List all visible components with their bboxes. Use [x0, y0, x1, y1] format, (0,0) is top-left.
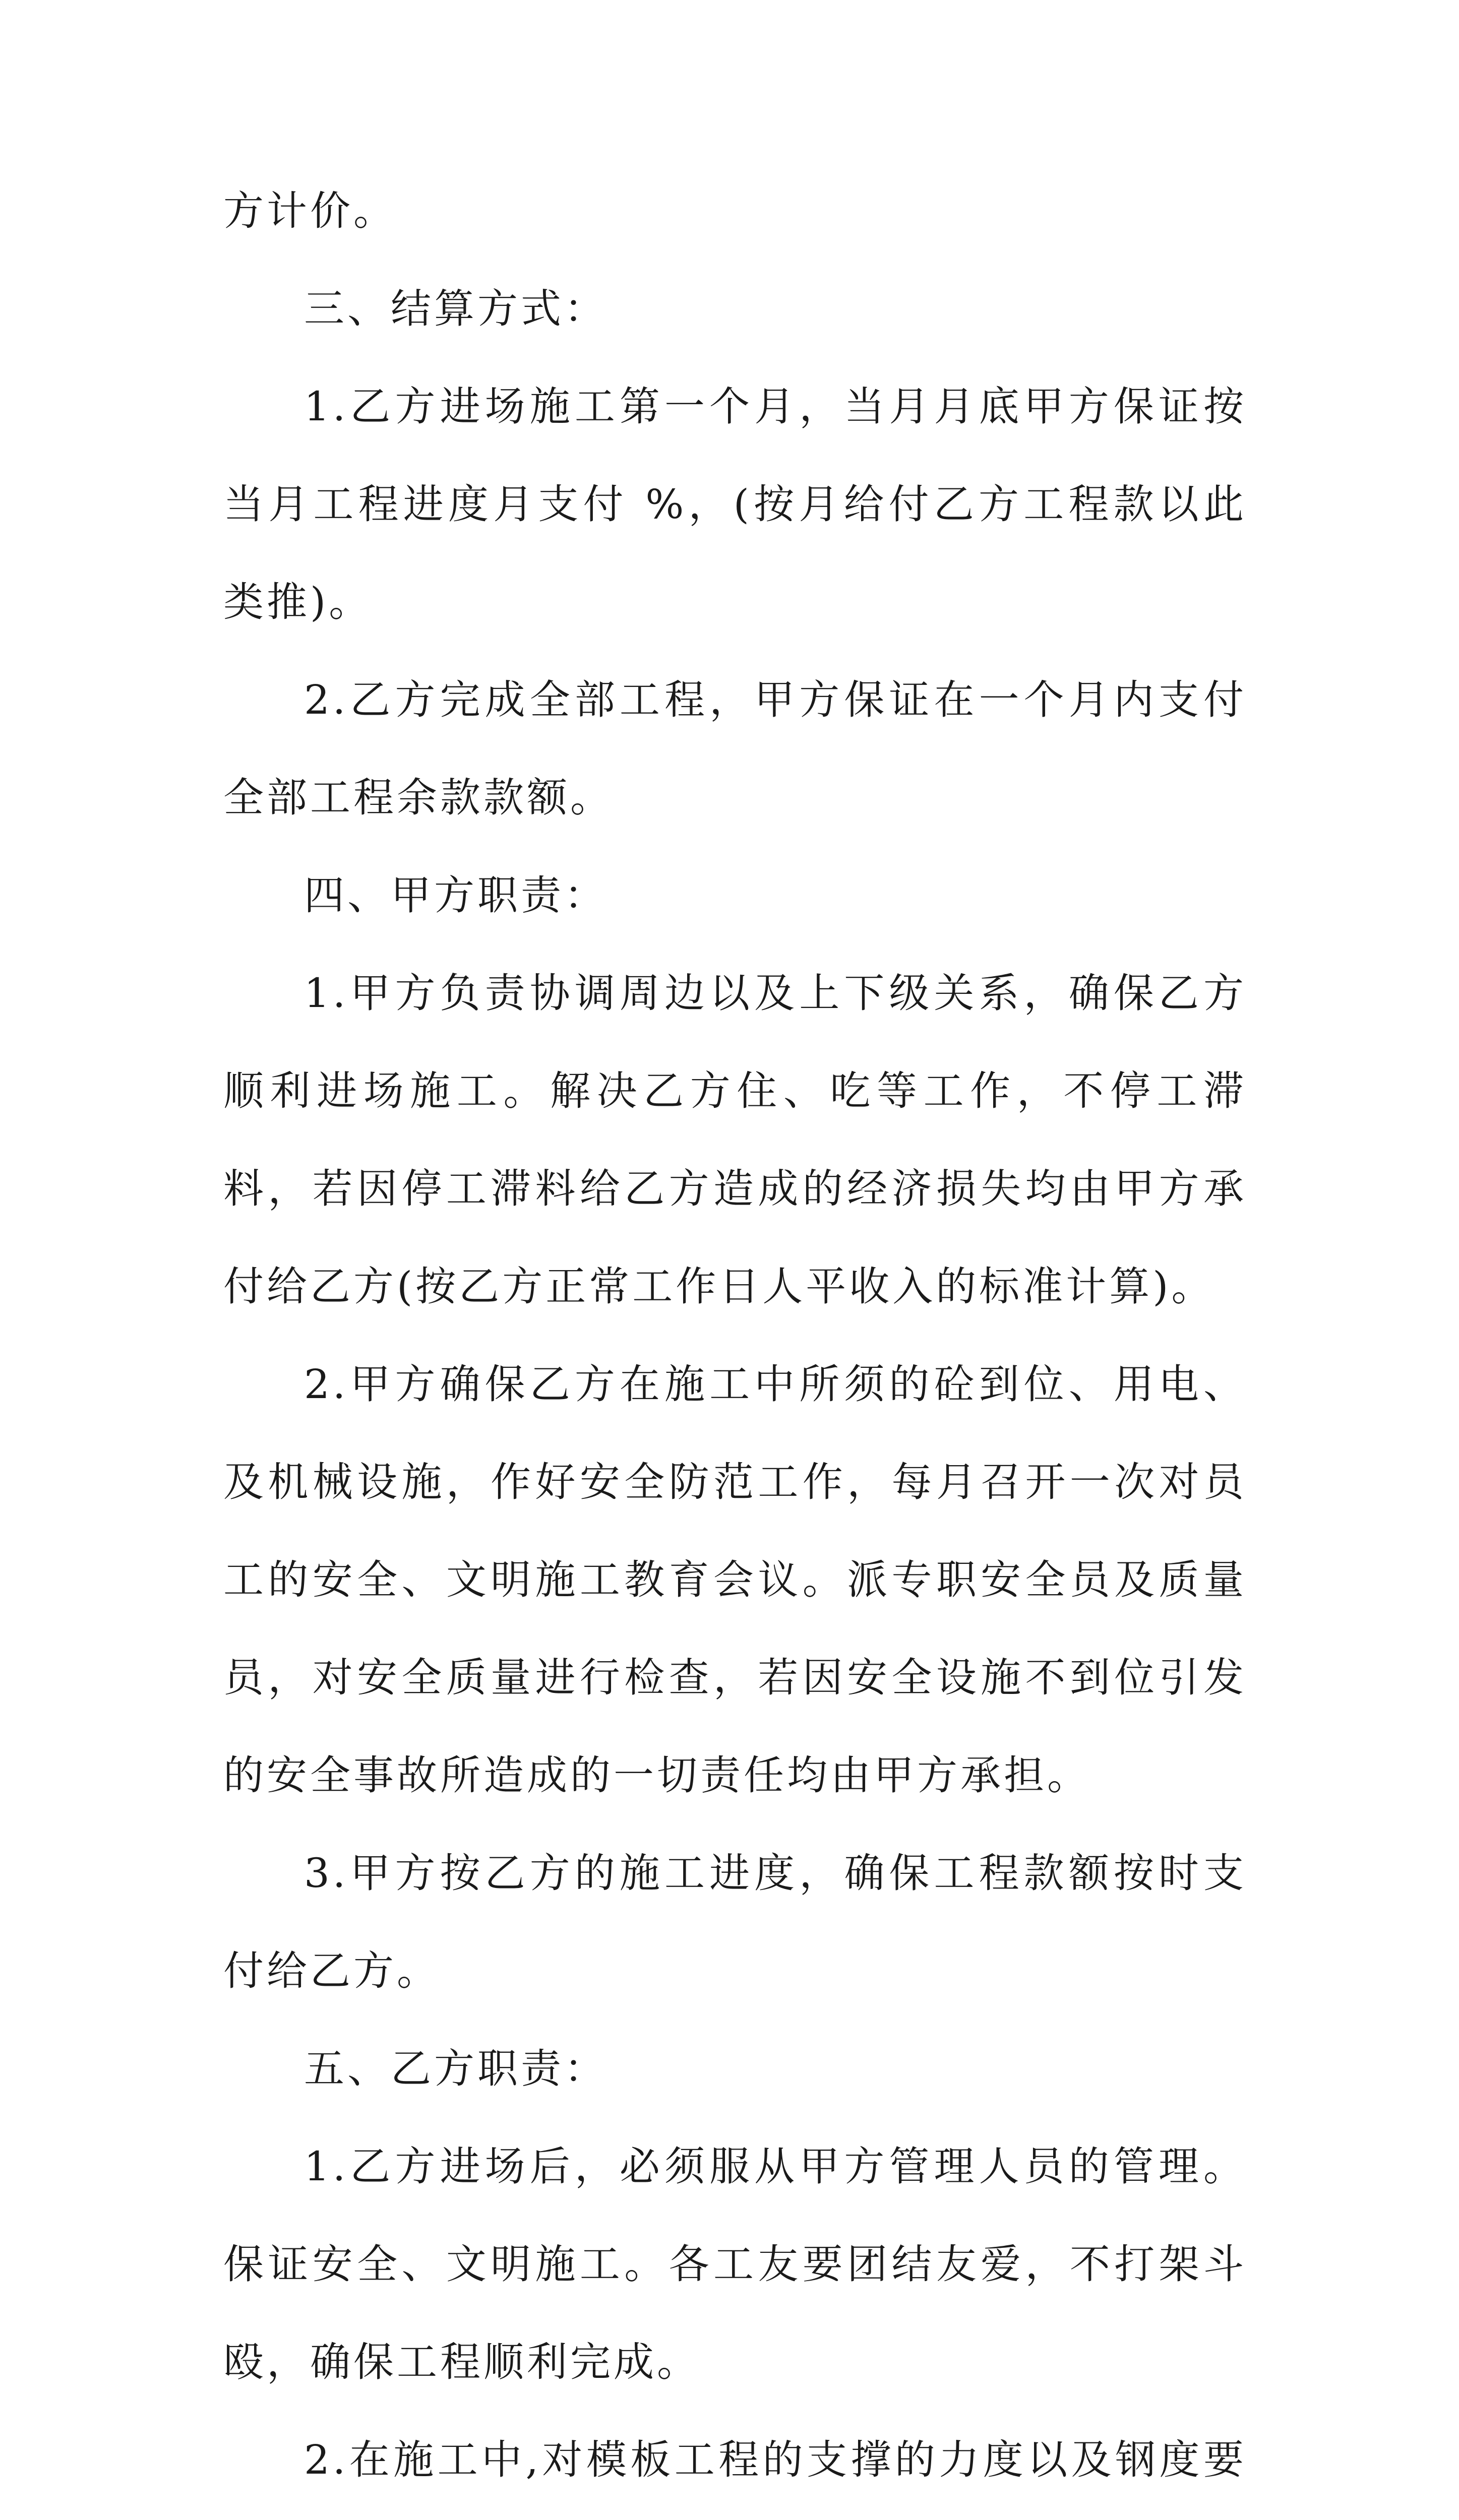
paragraph-settlement-2: 2.乙方完成全部工程，甲方保证在一个月内支付全部工程余款款额。 — [223, 676, 1247, 821]
paragraph-party-a-duty-3: 3.甲方按乙方的施工进度，确保工程款额按时支付给乙方。 — [223, 1850, 1247, 1994]
section-heading-settlement: 三、结算方式： — [304, 285, 607, 332]
paragraph-party-a-duty-1: 1.甲方负责协调周边以及上下级关系，确保乙方顺利进场施工。解决乙方住、吃等工作，不停工滞料，若因停工滞料给乙方造成的经济损失均由甲方承付给乙方(按乙方正常工作日人平收入的标准计算)。 — [223, 970, 1247, 1310]
paragraph-party-b-duty-2: 2.在施工中,对模板工程的支撑的力度以及钢度要 — [304, 2436, 1247, 2483]
section-heading-party-a-duties: 四、甲方职责： — [304, 872, 607, 919]
paragraph-party-a-duty-2: 2.甲方确保乙方在施工中所须的砼到位、用电、及机械设施，作好安全防范工作，每月召开一次对员工的安全、文明施工教育会议。派专职安全员及质量员，对安全质量进行检查，若因安全设施不到位引发的安全事故所造成的一切责任均由甲方承担。 — [223, 1361, 1247, 1799]
document-body — [223, 162, 1247, 2520]
section-heading-party-b-duties: 五、乙方职责： — [304, 2045, 607, 2092]
paragraph-settlement-1: 1.乙方进场施工第一个月，当月月底甲方保证按当月工程进度月支付 %，(按月给付乙方工程款以此类推)。 — [223, 383, 1247, 625]
paragraph-party-b-duty-1: 1.乙方进场后，必须服从甲方管理人员的管理。保证安全、文明施工。各工友要团结友爱，不打架斗殴，确保工程顺利完成。 — [223, 2143, 1247, 2385]
paragraph-continuation: 方计价。 — [223, 187, 397, 234]
